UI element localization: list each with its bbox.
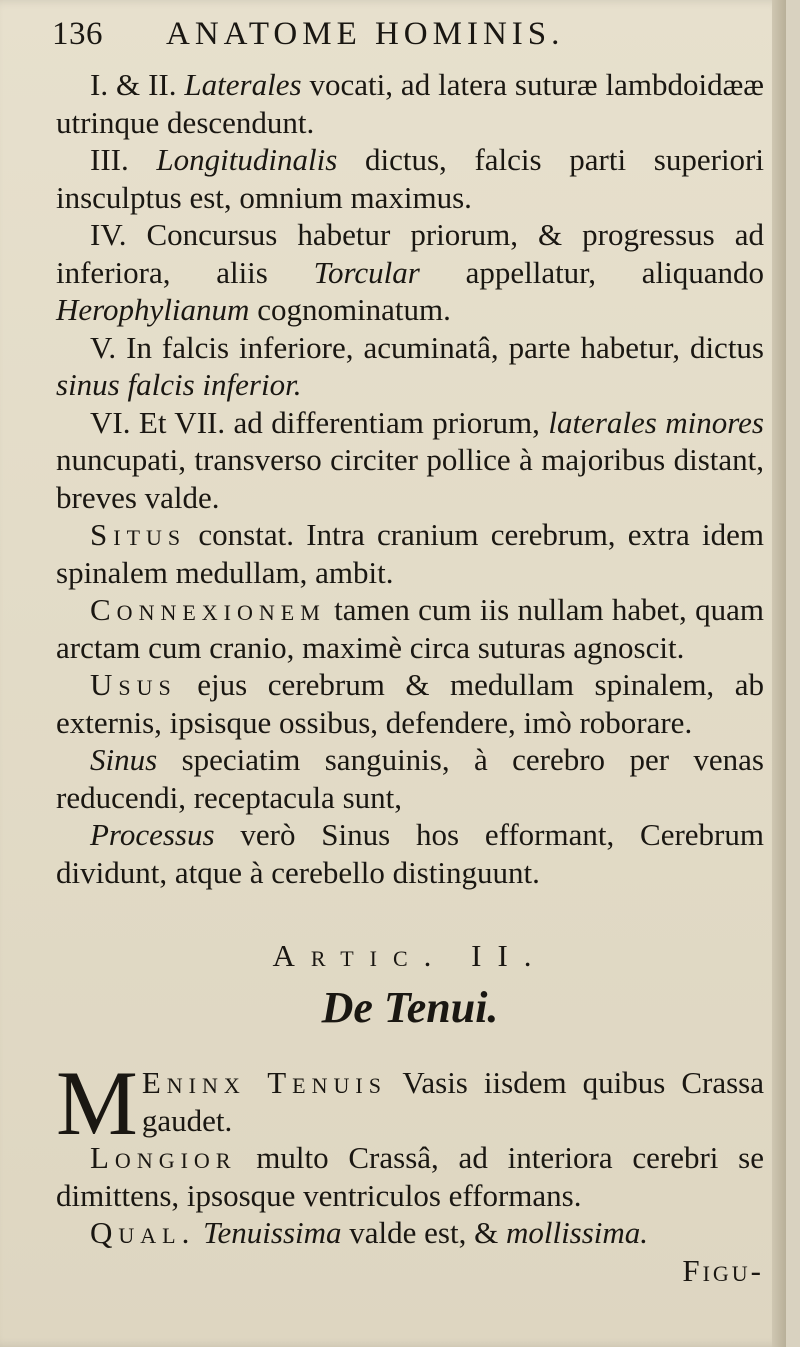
italic-run: Herophylianum	[56, 292, 250, 327]
text-run: verò Sinus hos efformant, Cerebrum dividunt, atque à cerebello distinguunt.	[56, 817, 764, 890]
paragraph	[56, 816, 764, 891]
paragraphs-section-1	[56, 66, 764, 891]
article-heading: Artic. II.	[272, 938, 548, 973]
drop-cap: M	[56, 1052, 138, 1154]
text-block	[52, 16, 764, 1289]
italic-run: sinus falcis inferior.	[56, 367, 302, 402]
text-run: tamen cum iis nullam habet, quam arctam cum cranio, maximè circa suturas agnoscit.	[56, 592, 764, 665]
paragraph	[56, 741, 764, 816]
paragraph	[56, 516, 764, 591]
page-number: 136	[52, 16, 103, 52]
italic-run: Torcular	[313, 254, 420, 290]
text-run: Vasis iisdem quibus Crassa gaudet.	[141, 1065, 764, 1138]
text-run: VI. Et VII. ad differentiam priorum,	[90, 404, 549, 440]
text-run: III.	[90, 142, 157, 177]
page-edge	[772, 0, 786, 1347]
paragraph	[56, 1139, 764, 1214]
italic-run: mollissima.	[505, 1215, 649, 1250]
text-run: appellatur, aliquando	[419, 254, 764, 290]
catchword: Figu-	[682, 1252, 764, 1288]
section-title: De Tenui.	[321, 982, 499, 1032]
small-caps-run: Situs	[90, 517, 187, 552]
text-run: vocati, ad latera suturæ lambdoidææ utrinque descendunt.	[56, 67, 764, 140]
running-title: ANATOME HOMINIS.	[166, 16, 565, 52]
text-run	[195, 1215, 203, 1250]
paragraphs-section-2	[56, 1139, 764, 1252]
text-run: nuncupati, transverso circiter pollice à majoribus distant, breves valde.	[56, 442, 764, 515]
italic-run: laterales minores	[548, 404, 764, 440]
italic-run: Laterales	[184, 67, 302, 102]
small-caps-run: Longior	[90, 1140, 237, 1175]
text-run: dictus, falcis parti superiori insculptus est, omnium maximus.	[56, 142, 764, 215]
paragraph	[56, 216, 764, 329]
paragraph	[56, 329, 764, 404]
text-run: cognominatum.	[249, 292, 451, 327]
small-caps-run: Eninx Tenuis	[141, 1065, 387, 1100]
paragraph	[56, 404, 764, 517]
running-header	[52, 16, 764, 62]
paragraph	[56, 666, 764, 741]
paragraph	[56, 1214, 764, 1252]
text-run: V. In falcis inferiore, acuminatâ, parte habetur, dictus	[90, 329, 764, 365]
paragraph	[56, 66, 764, 141]
text-run: I. & II.	[90, 67, 185, 102]
text-run: speciatim sanguinis, à cerebro per venas reducendi, receptacula sunt,	[56, 742, 764, 815]
text-run: ejus cerebrum & medullam spinalem, ab externis, ipsisque ossibus, defendere, imò roborare.	[56, 667, 764, 740]
text-run: valde est, &	[341, 1215, 506, 1250]
italic-run: Processus	[90, 817, 215, 852]
small-caps-run: Usus	[90, 667, 177, 702]
text-run: IV. Concursus habetur priorum, & progressus ad inferiora, aliis	[56, 217, 764, 290]
small-caps-run: Qual.	[90, 1215, 196, 1250]
italic-run: Tenuissima	[203, 1215, 342, 1250]
small-caps-run: Connexionem	[90, 592, 326, 627]
paragraph	[56, 141, 764, 216]
paragraph	[56, 591, 764, 666]
italic-run: Sinus	[90, 742, 158, 777]
italic-run: Longitudinalis	[156, 142, 338, 177]
text-run: constat. Intra cranium cerebrum, extra idem spinalem medullam, ambit.	[56, 517, 764, 590]
dropcap-paragraph-text	[142, 1065, 764, 1138]
text-run: multo Crassâ, ad interiora cerebri se dimittens, ipsosque ventriculos efformans.	[56, 1140, 764, 1213]
dropcap-paragraph	[56, 1052, 764, 1154]
